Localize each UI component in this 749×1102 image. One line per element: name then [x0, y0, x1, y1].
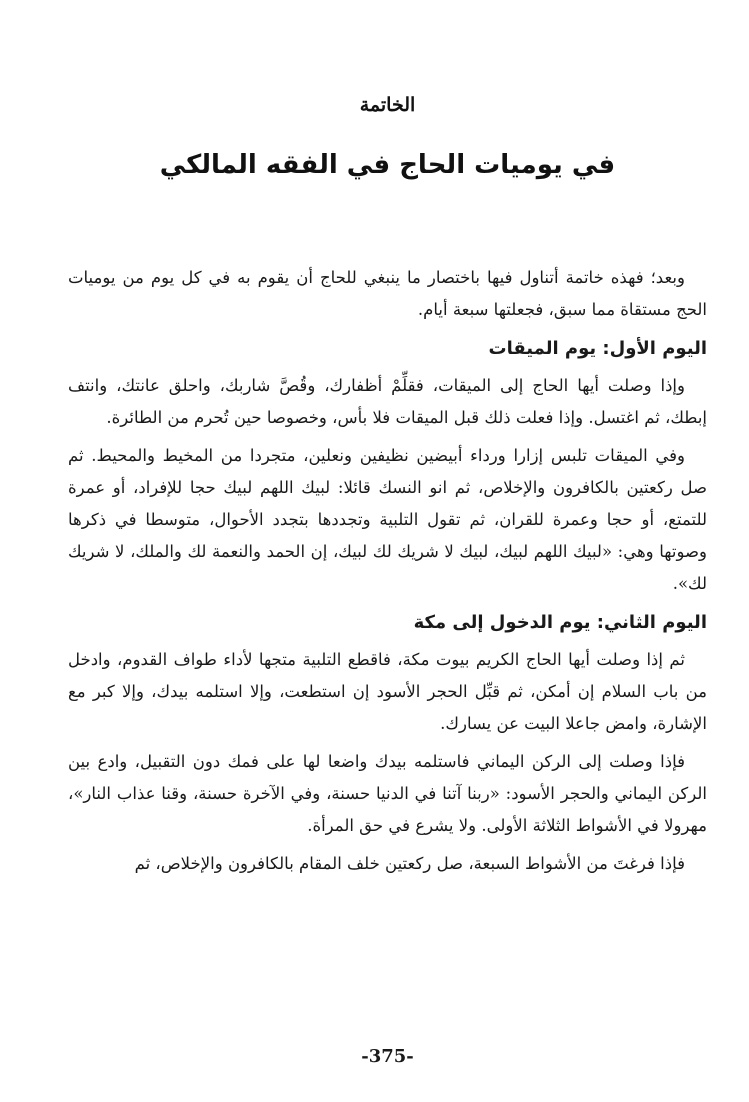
day-two-heading: اليوم الثاني: يوم الدخول إلى مكة — [413, 612, 707, 633]
chapter-title: في يوميات الحاج في الفقه المالكي — [159, 150, 616, 180]
day-two-paragraph-1: ثم إذا وصلت أيها الحاج الكريم بيوت مكة، فاقطع التلبية متجها لأداء طواف القدوم، وادخل من باب السلام إن أمكن، ثم قبِّل الحجر الأسود إن استطعت، وإلا استلمه بيدك، وإلا كبر مع الإشارة، وامض جاعلا البيت عن يسارك. — [68, 650, 707, 733]
page-number: -375- — [361, 1046, 414, 1067]
day-one-paragraph-1: وإذا وصلت أيها الحاج إلى الميقات، فقلِّمْ أظفارك، وقُصَّ شاربك، واحلق عانتك، وانتف إبطك، ثم اغتسل. وإذا فعلت ذلك قبل الميقات فلا بأس، وخصوصا حين تُحرم من الطائرة. — [68, 376, 707, 427]
chapter-label: الخاتمة — [359, 94, 416, 116]
day-one-paragraph-2: وفي الميقات تلبس إزارا ورداء أبيضين نظيفين ونعلين، متجردا من المخيط والمحيط. ثم صل ركعتين بالكافرون والإخلاص، ثم انو النسك قائلا: لبيك اللهم لبيك حجا للإفراد، أو عمرة للتمتع، أو حجا وعمرة للقران، ثم تقول التلبية وتجددها بتجدد الأحوال، متوسطا في ذكرها وصوتها وهي: «لبيك اللهم لبيك، لبيك لا شريك لك لبيك، إن الحمد والنعمة لك والملك، لا شريك لك». — [68, 446, 707, 593]
day-two-paragraph-3: فإذا فرغتَ من الأشواط السبعة، صل ركعتين خلف المقام بالكافرون والإخلاص، ثم — [134, 854, 685, 873]
day-two-paragraph-2: فإذا وصلت إلى الركن اليماني فاستلمه بيدك واضعا لها على فمك دون التقبيل، وادع بين الركن اليماني والحجر الأسود: «ربنا آتنا في الدنيا حسنة، وفي الآخرة حسنة، وقنا عذاب النار»، مهرولا في الأشواط الثلاثة الأولى. ولا يشرع في حق المرأة. — [68, 752, 707, 835]
intro-paragraph: وبعد؛ فهذه خاتمة أتناول فيها باختصار ما ينبغي للحاج أن يقوم به في كل يوم من يوميات الحج مستقاة مما سبق، فجعلتها سبعة أيام. — [68, 268, 707, 319]
book-page — [68, 0, 707, 1102]
body-text — [68, 262, 707, 886]
day-one-heading: اليوم الأول: يوم الميقات — [488, 338, 707, 359]
